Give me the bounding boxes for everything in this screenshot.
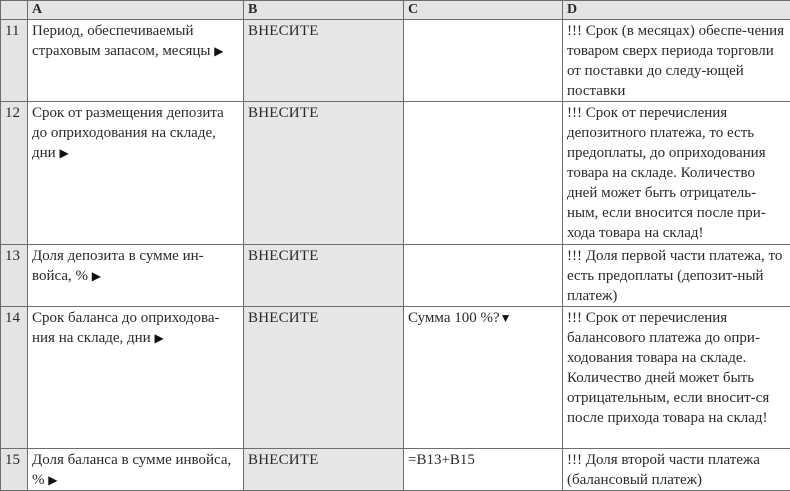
cell-b12[interactable]: ВНЕСИТЕ [244,102,404,245]
cell-a15[interactable] [28,449,244,491]
column-header-c[interactable]: C [404,1,563,20]
column-header-d[interactable]: D [563,1,790,20]
column-header-row [1,1,790,20]
row-header[interactable]: 12 [1,102,28,245]
arrow-down-icon: ▼ [500,311,512,325]
arrow-right-icon: ▶ [92,269,101,283]
cell-label: Доля баланса в сумме инвойса, % [32,452,231,488]
arrow-right-icon: ▶ [59,146,68,160]
row-header[interactable]: 14 [1,307,28,449]
cell-c13[interactable] [404,245,563,307]
cell-label: Период, обеспечиваемый страховым запасом, месяцы [32,23,211,59]
row-header[interactable]: 11 [1,20,28,102]
cell-d13[interactable]: !!! Доля первой части платежа, то есть предоплаты (депозит-ный платеж) [563,245,790,307]
cell-c11[interactable] [404,20,563,102]
cell-b11[interactable]: ВНЕСИТЕ [244,20,404,102]
cell-label: Срок баланса до оприходова-ния на складе, дни [32,310,220,346]
arrow-right-icon: ▶ [48,473,57,487]
cell-label: Доля депозита в сумме ин-войса, % [32,248,204,284]
cell-a13[interactable] [28,245,244,307]
table-row [1,449,790,491]
cell-c15[interactable] [404,449,563,491]
row-header[interactable]: 15 [1,449,28,491]
column-header-a[interactable]: A [28,1,244,20]
cell-a12[interactable] [28,102,244,245]
cell-d15[interactable]: !!! Доля второй части платежа (балансовый платеж) [563,449,790,491]
cell-value: Сумма 100 %? [408,310,500,326]
table-row [1,307,790,449]
cell-a14[interactable] [28,307,244,449]
cell-c14[interactable] [404,307,563,449]
table-row [1,245,790,307]
table-row [1,102,790,245]
row-header[interactable]: 13 [1,245,28,307]
cell-b14[interactable]: ВНЕСИТЕ [244,307,404,449]
cell-b15[interactable]: ВНЕСИТЕ [244,449,404,491]
cell-d12[interactable]: !!! Срок от перечисления депозитного платежа, то есть предоплаты, до оприходования товара на складе. Количество дней может быть отрицатель-ным, если вносится после при-хода товара на склад! [563,102,790,245]
cell-a11[interactable] [28,20,244,102]
cell-label: Срок от размещения депозита до оприходования на складе, дни [32,105,224,161]
select-all-corner[interactable] [1,1,28,20]
cell-c12[interactable] [404,102,563,245]
arrow-right-icon: ▶ [154,331,163,345]
cell-formula: =B13+B15 [408,452,475,468]
cell-d14[interactable]: !!! Срок от перечисления балансового платежа до опри-ходования товара на складе. Количество дней может быть отрицательным, если вносит-ся после прихода товара на склад! [563,307,790,449]
cell-b13[interactable]: ВНЕСИТЕ [244,245,404,307]
table-row [1,20,790,102]
cell-d11[interactable]: !!! Срок (в месяцах) обеспе-чения товаром сверх периода торговли от поставки до следу-ющей поставки [563,20,790,102]
column-header-b[interactable]: B [244,1,404,20]
arrow-right-icon: ▶ [214,44,223,58]
